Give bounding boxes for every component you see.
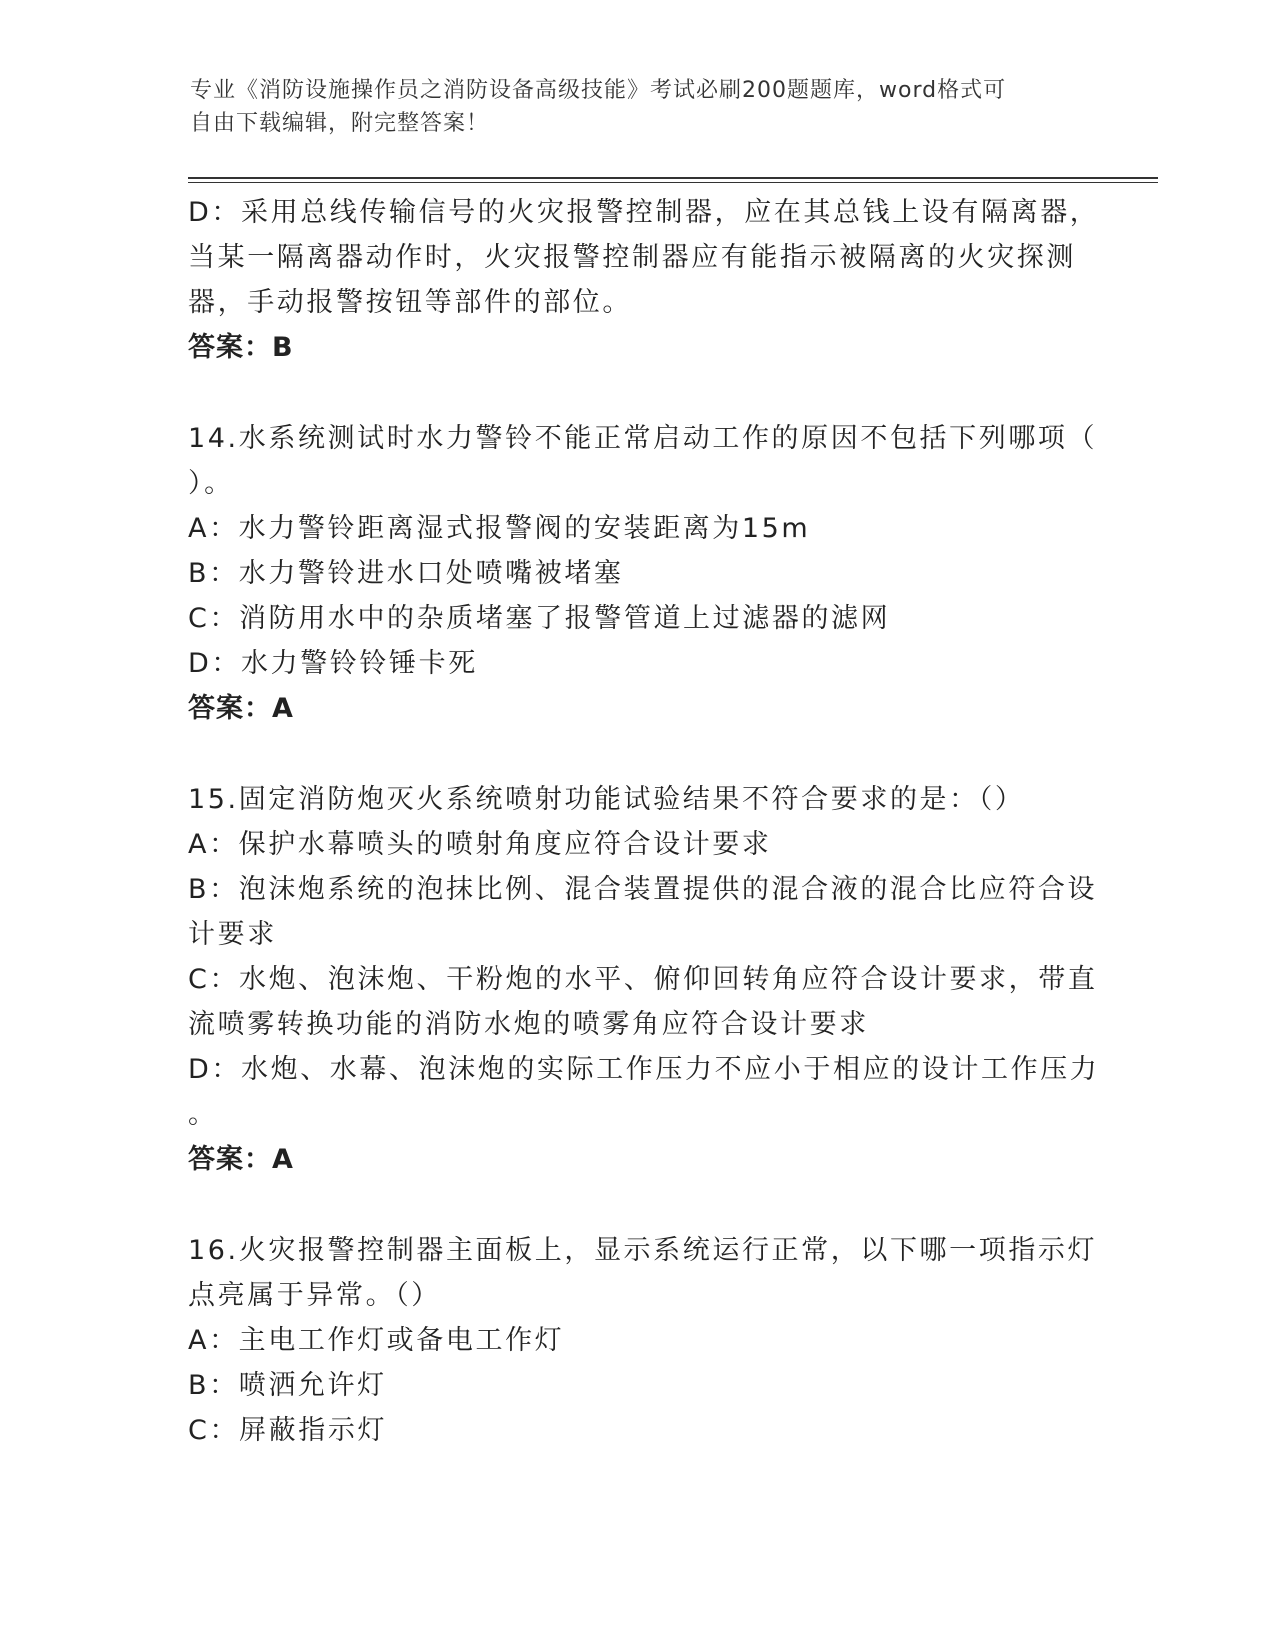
q15-stem: 15.固定消防炮灭火系统喷射功能试验结果不符合要求的是：（） xyxy=(188,784,1025,815)
spacer xyxy=(188,1183,1088,1228)
question-15 xyxy=(188,777,1100,1183)
q14-option-c: C：消防用水中的杂质堵塞了报警管道上过滤器的滤网 xyxy=(188,603,891,634)
q14-option-a: A：水力警铃距离湿式报警阀的安装距离为15m xyxy=(188,513,811,544)
q14-stem-line-1: 14.水系统测试时水力警铃不能正常启动工作的原因不包括下列哪项（ xyxy=(188,423,1098,454)
spacer xyxy=(188,732,1088,777)
header-title-line-1: 专业《消防设施操作员之消防设备高级技能》考试必刷200题题库，word格式可 xyxy=(190,78,1007,103)
q16-stem-line-2: 点亮属于异常。（） xyxy=(188,1280,441,1311)
question-14 xyxy=(188,416,1098,732)
q15-option-b-line-1: B：泡沫炮系统的泡抹比例、混合装置提供的混合液的混合比应符合设 xyxy=(188,874,1098,905)
q13-option-d-line-3: 器，手动报警按钮等部件的部位。 xyxy=(188,287,632,318)
question-16 xyxy=(188,1228,1098,1453)
q13-option-d-line-2: 当某一隔离器动作时，火灾报警控制器应有能指示被隔离的火灾探测 xyxy=(188,242,1076,273)
header-divider-thin xyxy=(188,182,1158,183)
header-title-line-2: 自由下载编辑，附完整答案！ xyxy=(190,111,490,136)
q13-option-d-line-1: D：采用总线传输信号的火灾报警控制器，应在其总钱上设有隔离器， xyxy=(188,197,1100,228)
q16-option-c: C：屏蔽指示灯 xyxy=(188,1415,388,1446)
q14-stem-line-2: ）。 xyxy=(188,468,234,499)
q16-stem-line-1: 16.火灾报警控制器主面板上，显示系统运行正常，以下哪一项指示灯 xyxy=(188,1235,1098,1266)
q15-option-d-line-2: 。 xyxy=(188,1099,218,1130)
q15-option-d-line-1: D：水炮、水幕、泡沫炮的实际工作压力不应小于相应的设计工作压力 xyxy=(188,1054,1100,1085)
q15-answer: 答案：A xyxy=(188,1144,294,1175)
spacer xyxy=(188,371,1088,416)
q14-option-d: D：水力警铃铃锤卡死 xyxy=(188,648,478,679)
question-13-fragment xyxy=(188,190,1100,371)
q16-option-a: A：主电工作灯或备电工作灯 xyxy=(188,1325,565,1356)
q15-option-b-line-2: 计要求 xyxy=(188,919,277,950)
document-body xyxy=(188,190,1100,1453)
q14-answer: 答案：A xyxy=(188,693,294,724)
q15-option-c-line-1: C：水炮、泡沫炮、干粉炮的水平、俯仰回转角应符合设计要求，带直 xyxy=(188,964,1098,995)
q13-answer: 答案：B xyxy=(188,332,294,363)
q15-option-a: A：保护水幕喷头的喷射角度应符合设计要求 xyxy=(188,829,772,860)
q14-option-b: B：水力警铃进水口处喷嘴被堵塞 xyxy=(188,558,624,589)
header-divider-thick xyxy=(188,177,1158,179)
q15-option-c-line-2: 流喷雾转换功能的消防水炮的喷雾角应符合设计要求 xyxy=(188,1009,869,1040)
document-header xyxy=(190,74,1070,140)
q16-option-b: B：喷洒允许灯 xyxy=(188,1370,387,1401)
